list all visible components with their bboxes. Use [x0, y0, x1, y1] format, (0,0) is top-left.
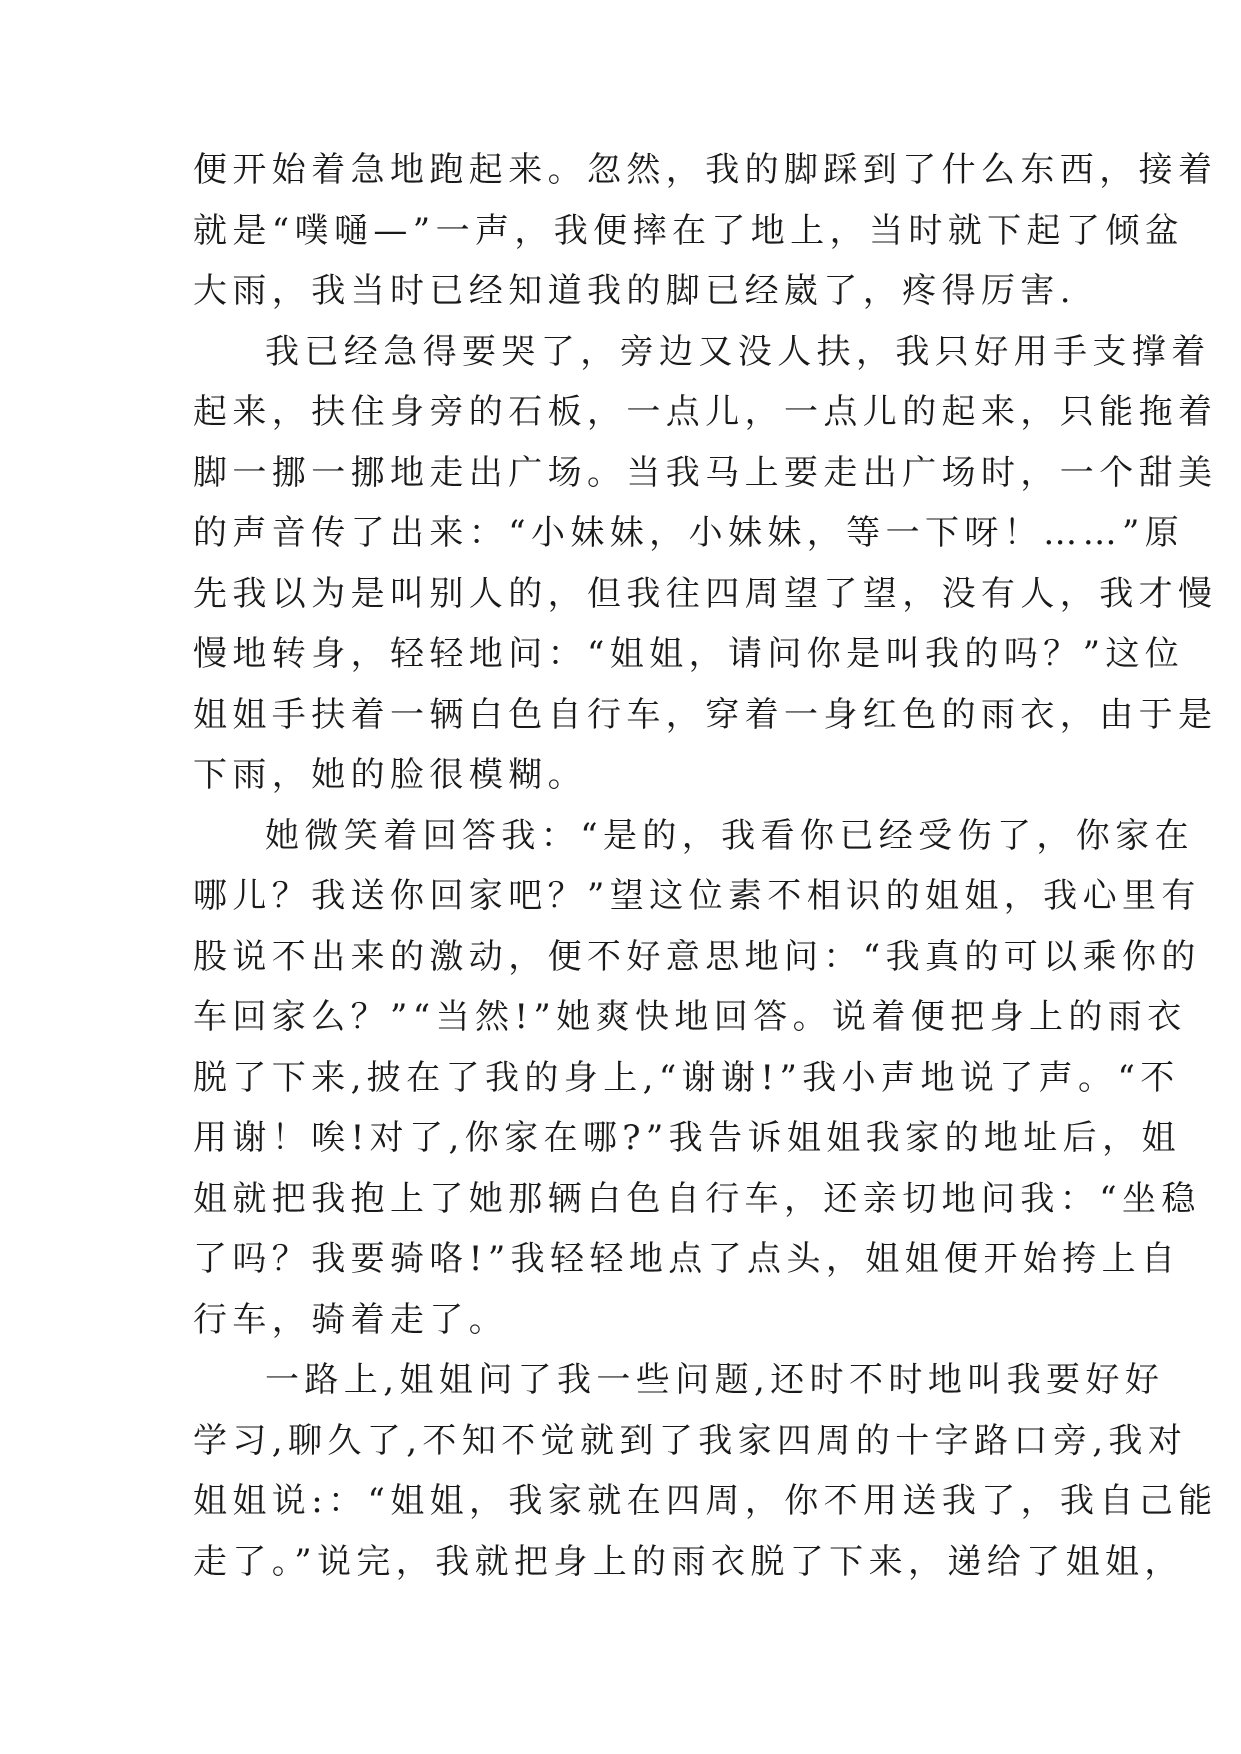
- text-line: 下雨，她的脸很模糊。: [193, 755, 587, 795]
- text-line: 股说不出来的激动，便不好意思地问：“我真的可以乘你的: [193, 936, 1201, 977]
- text-line: 脚一挪一挪地走出广场。当我马上要走出广场时，一个甜美: [193, 452, 1218, 493]
- text-line: 走了。”说完，我就把身上的雨衣脱了下来，递给了姐姐，: [193, 1541, 1184, 1582]
- text-line: 哪儿？我送你回家吧？”望这位素不相识的姐姐，我心里有: [193, 876, 1201, 916]
- text-line: 起来，扶住身旁的石板，一点儿，一点儿的起来，只能拖着: [193, 392, 1218, 432]
- text-line: 用谢！唉!对了,你家在哪?”我告诉姐姐我家的地址后，姐: [193, 1118, 1181, 1158]
- text-line: 脱了下来,披在了我的身上,“谢谢!”我小声地说了声。“不: [193, 1057, 1180, 1098]
- story-text: [193, 140, 1218, 1592]
- text-line: 姐姐说:：“姐姐，我家就在四周，你不用送我了，我自己能: [193, 1481, 1218, 1521]
- text-line: 先我以为是叫别人的，但我往四周望了望，没有人，我才慢: [193, 573, 1218, 614]
- text-line: 了吗？我要骑咯!”我轻轻地点了点头，姐姐便开始挎上自: [193, 1239, 1181, 1279]
- paragraph-first-line: 我已经急得要哭了，旁边又没人扶，我只好用手支撑着: [265, 331, 1211, 372]
- text-line: 便开始着急地跑起来。忽然，我的脚踩到了什么东西，接着: [193, 150, 1218, 190]
- text-line: 车回家么？”“当然!”她爽快地回答。说着便把身上的雨衣: [193, 997, 1187, 1037]
- text-line: 姐就把我抱上了她那辆白色自行车，还亲切地问我：“坐稳: [193, 1178, 1201, 1219]
- text-line: 姐姐手扶着一辆白色自行车，穿着一身红色的雨衣，由于是: [193, 694, 1218, 735]
- text-line: 的声音传了出来：“小妹妹，小妹妹，等一下呀！……”原: [193, 513, 1185, 553]
- text-line: 慢地转身，轻轻地问：“姐姐，请问你是叫我的吗？”这位: [193, 634, 1185, 674]
- paragraph-first-line: 她微笑着回答我：“是的，我看你已经受伤了，你家在: [265, 815, 1194, 856]
- text-line: 行车，骑着走了。: [193, 1299, 509, 1340]
- text-line: 大雨，我当时已经知道我的脚已经崴了，疼得厉害.: [193, 271, 1077, 311]
- text-line: 就是“噗嗵—”一声，我便摔在了地上，当时就下起了倾盆: [193, 210, 1185, 251]
- text-line: 学习,聊久了,不知不觉就到了我家四周的十字路口旁,我对: [193, 1420, 1188, 1461]
- paragraph-first-line: 一路上,姐姐问了我一些问题,还时不时地叫我要好好: [265, 1360, 1165, 1400]
